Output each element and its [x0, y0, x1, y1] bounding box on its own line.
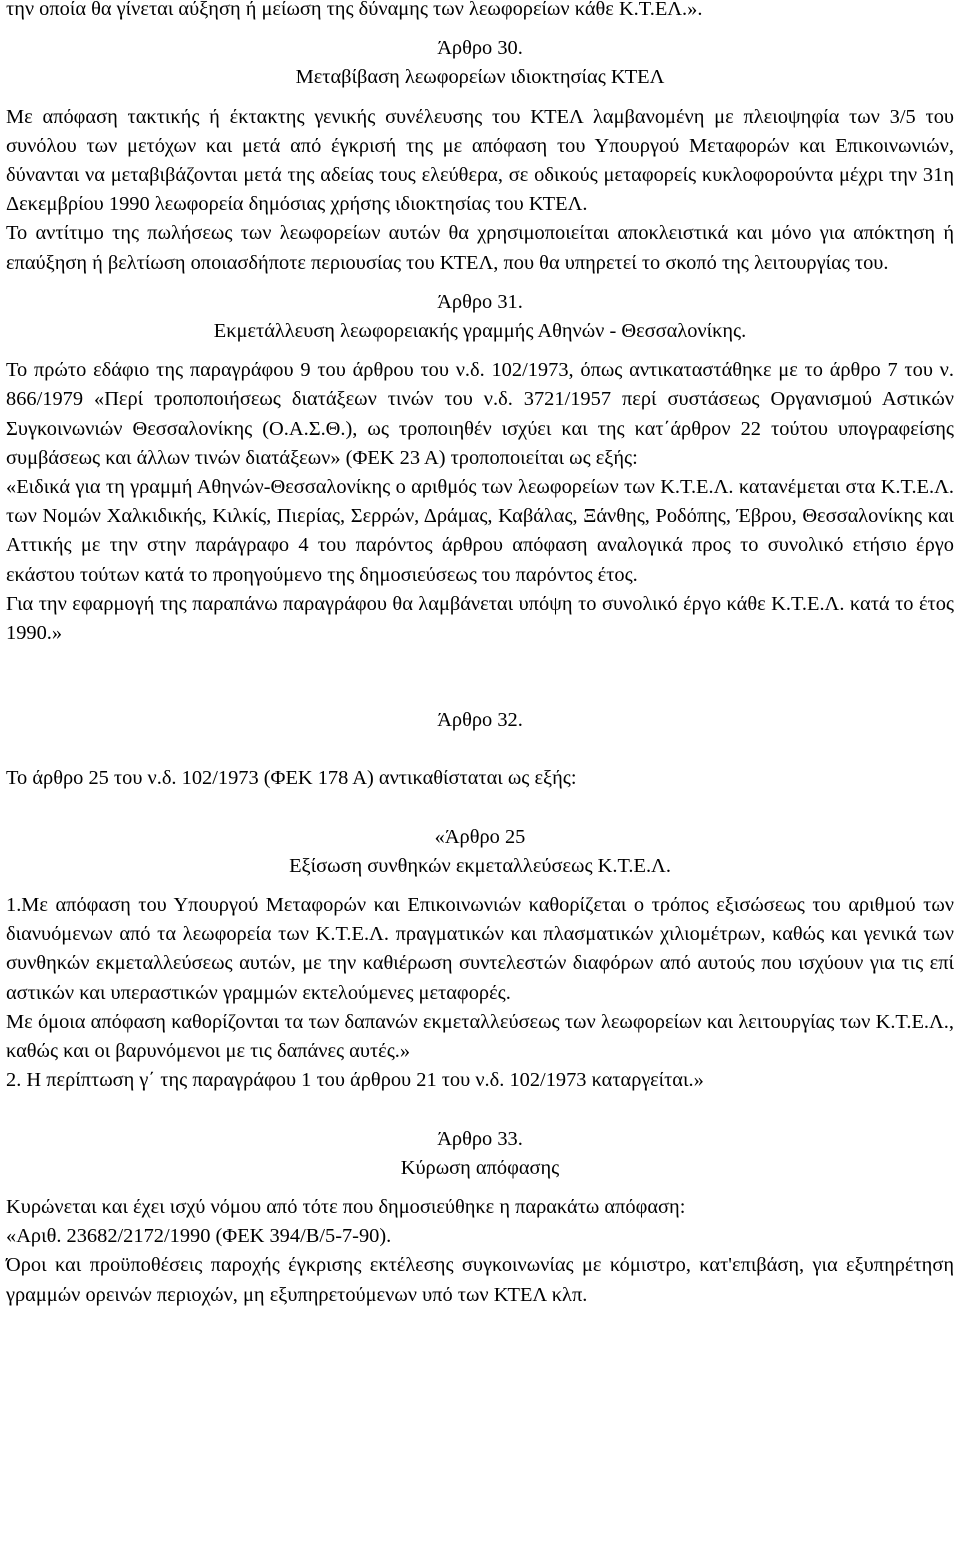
- article-30-paragraph-2: Το αντίτιμο της πωλήσεως των λεωφορείων αυτών θα χρησιμοποιείται αποκλειστικά και μόνο για απόκτηση ή επαύξηση ή βελτίωση οποιασδήποτε περιουσίας του ΚΤΕΛ, που θα υπηρετεί το σκοπό της λειτουργίας του.: [6, 222, 954, 274]
- article-31-paragraph-3: Για την εφαρμογή της παραπάνω παραγράφου θα λαμβάνεται υπόψη το συνολικό έργο κάθε Κ.Τ.Ε.Λ. κατά το έτος 1990.»: [6, 592, 954, 645]
- article-32-sub-title: Εξίσωση συνθηκών εκμεταλλεύσεως Κ.Τ.Ε.Λ.: [289, 854, 671, 877]
- intro-tail-paragraph: την οποία θα γίνεται αύξηση ή μείωση της δύναμης των λεωφορείων κάθε Κ.Τ.ΕΛ.».: [6, 0, 703, 20]
- document-page: [6, 0, 954, 1310]
- article-33-paragraph-1: Κυρώνεται και έχει ισχύ νόμου από τότε που δημοσιεύθηκε η παρακάτω απόφαση:: [6, 1195, 686, 1218]
- article-31-title: Εκμετάλλευση λεωφορειακής γραμμής Αθηνών - Θεσσαλονίκης.: [213, 320, 747, 343]
- article-31-paragraph-1: Το πρώτο εδάφιο της παραγράφου 9 του άρθρου του ν.δ. 102/1973, όπως αντικαταστάθηκε με το άρθρο 7 του ν. 866/1979 «Περί τροποποιήσεως διατάξεων τινών του ν.δ. 3721/1957 περί συστάσεως Οργανισμού Αστικών Συγκοινωνιών Θεσσαλονίκης (Ο.Α.Σ.Θ.), ως τροποιηθέν ισχύει και της κατ΄άρθρον 22 τούτου υπογραφείσης συμβάσεως και άλλων τινών διατάξεων» (ΦΕΚ 23 Α) τροποποιείται ως εξής:: [6, 359, 954, 469]
- article-32-paragraph-1: Το άρθρο 25 του ν.δ. 102/1973 (ΦΕΚ 178 Α) αντικαθίσταται ως εξής:: [6, 767, 577, 790]
- article-32-heading: Άρθρο 32.: [437, 709, 523, 732]
- article-33-paragraph-3: Όροι και προϋποθέσεις παροχής έγκρισης εκτέλεσης συγκοινωνίας με κόμιστρο, κατ'επιβάση, για εξυπηρέτηση γραμμών ορεινών περιοχών, μη εξυπηρετούμενων υπό των ΚΤΕΛ κλπ.: [6, 1254, 954, 1306]
- article-32-paragraph-3: Με όμοια απόφαση καθορίζονται τα των δαπανών εκμεταλλεύσεως των λεωφορείων και λειτουργίας των Κ.Τ.Ε.Λ., καθώς και οι βαρυνόμενοι με τις δαπάνες αυτές.»: [6, 1010, 954, 1063]
- article-33-title: Κύρωση απόφασης: [400, 1156, 560, 1179]
- article-31-heading: Άρθρο 31.: [437, 290, 523, 313]
- article-31: [6, 288, 954, 648]
- article-33: [6, 1125, 954, 1310]
- article-32-sub-heading: «Άρθρο 25: [434, 825, 526, 848]
- article-30-title: Μεταβίβαση λεωφορείων ιδιοκτησίας ΚΤΕΛ: [295, 66, 665, 89]
- article-30-heading: Άρθρο 30.: [437, 37, 523, 60]
- article-32-paragraph-4: 2. Η περίπτωση γ΄ της παραγράφου 1 του άρθρου 21 του ν.δ. 102/1973 καταργείται.»: [6, 1069, 704, 1092]
- article-33-heading: Άρθρο 33.: [437, 1127, 523, 1150]
- article-31-paragraph-2: «Ειδικά για τη γραμμή Αθηνών-Θεσσαλονίκης ο αριθμός των λεωφορείων των Κ.Τ.Ε.Λ. κατανέμεται στα Κ.Τ.Ε.Λ. των Νομών Χαλκιδικής, Κιλκίς, Πιερίας, Σερρών, Δράμας, Καβάλας, Ξάνθης, Ροδόπης, Έβρου, Θεσσαλονίκης και Αττικής με την στην παράγραφο 4 του παρόντος άρθρου απόφαση αναλογικά προς το συνολικό ετήσιο έργο εκάστου τούτων κατά το προηγούμενο της δημοσιεύσεως του παρόντος έτος.: [6, 476, 954, 586]
- article-32: [6, 706, 954, 1095]
- article-30: [6, 34, 954, 278]
- article-32-paragraph-2: 1.Με απόφαση του Υπουργού Μεταφορών και Επικοινωνιών καθορίζεται ο τρόπος εξισώσεως του αριθμού των διανυόμενων από τα λεωφορεία των Κ.Τ.Ε.Λ. πραγματικών και πλασματικών χιλιομέτρων, καθώς και γενικά των συνθηκών εκμεταλλεύσεως αυτών, με την καθιέρωση συντελεστών διαφόρων από αυτούς που ισχύουν για τις επί αστικών και υπεραστικών γραμμών εκτελούμενες μεταφορές.: [6, 894, 954, 1004]
- article-30-paragraph-1: Με απόφαση τακτικής ή έκτακτης γενικής συνέλευσης του ΚΤΕΛ λαμβανομένη με πλειοψηφία των 3/5 του συνόλου των μετόχων και μετά από έγκρισή της με απόφαση του Υπουργού Μεταφορών και Επικοινωνιών, δύνανται να μεταβιβάζονται μετά της αδείας τους ελεύθερα, σε οδικούς μεταφορείς κυκλοφορούντα μέχρι την 31η Δεκεμβρίου 1990 λεωφορεία δημόσιας χρήσης ιδιοκτησίας του ΚΤΕΛ.: [6, 105, 954, 216]
- article-33-paragraph-2: «Αριθ. 23682/2172/1990 (ΦΕΚ 394/Β/5-7-90).: [6, 1225, 392, 1248]
